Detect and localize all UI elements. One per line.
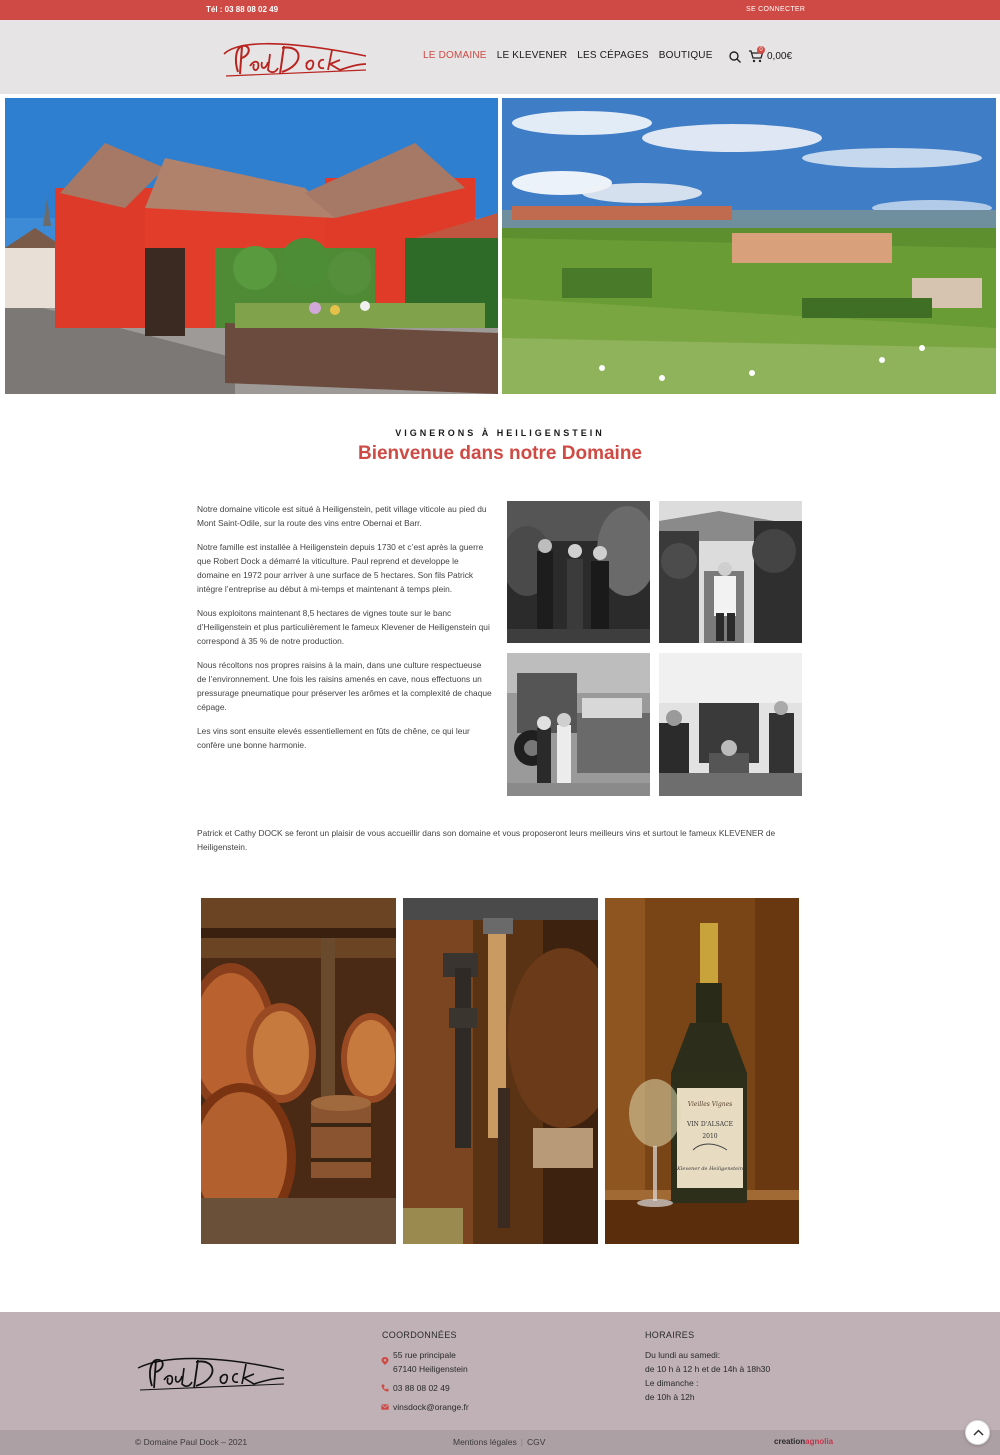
hours-line3: Le dimanche :: [645, 1378, 699, 1388]
hours-line4: de 10h à 12h: [645, 1392, 695, 1402]
bottle-label-year: 2010: [702, 1133, 718, 1140]
intro-paragraph-1: Notre domaine viticole est situé à Heiligenstein, petit village viticole au pied du Mont Saint-Odile, sur la route des vins entre Obernai et Barr.: [197, 504, 487, 528]
main-nav: [423, 50, 713, 61]
nav-le-domaine[interactable]: LE DOMAINE: [423, 50, 487, 61]
intro-text: [197, 502, 492, 762]
address-line2: 67140 Heiligenstein: [393, 1364, 468, 1374]
photo-tools: [403, 898, 598, 1244]
historic-tractor-image: [507, 653, 650, 796]
site-header: [0, 20, 1000, 94]
copyright: © Domaine Paul Dock – 2021: [135, 1437, 248, 1447]
hero-image-vineyards: [502, 98, 996, 394]
historic-photo-cellar: [507, 501, 650, 643]
hero-image-house: [5, 98, 498, 394]
address-line1: 55 rue principale: [393, 1350, 456, 1360]
top-phone[interactable]: Tél : 03 88 08 02 49: [206, 5, 279, 14]
cart-total[interactable]: 0,00€: [767, 51, 793, 62]
bottle-label-name: Klevener de Heiligenstein: [677, 1166, 743, 1172]
photo-barrels: [201, 898, 396, 1244]
intro-paragraph-2: Notre famille est installée à Heiligenstein depuis 1730 et c’est après la guerre que Robert Dock a démarré la viticulture. Paul reprend et developpe le domaine en 1972 pour arriver à une surface de 5 hectares. Son fils Patrick intègre l’entreprise au début à mi-temps et maintenant à temps plein.: [197, 542, 484, 594]
photo-wine-bottle: [605, 898, 799, 1244]
login-link[interactable]: SE CONNECTER: [746, 6, 806, 13]
chevron-up-icon: [966, 1421, 991, 1446]
top-bar: [0, 0, 1000, 20]
scroll-to-top-button[interactable]: [965, 1420, 990, 1445]
page-title: Bienvenue dans notre Domaine: [357, 443, 642, 464]
intro-paragraph-4: Nous récoltons nos propres raisins à la main, dans une culture respectueuse de l’environnement. Une fois les raisins amenés en cave, nous effectuons un pressurage pneumatique pour préserver les arômes et la complexité de chaque cépage.: [197, 660, 492, 712]
footer-phone[interactable]: 03 88 08 02 49: [393, 1383, 450, 1393]
phone-icon: [381, 1384, 389, 1392]
map-pin-icon: [381, 1357, 389, 1365]
hours-title: HORAIRES: [645, 1330, 695, 1340]
paul-dock-logo[interactable]: [216, 34, 368, 82]
site-footer: [0, 1312, 1000, 1430]
historic-vineyard-image: [659, 501, 802, 643]
bottom-bar: [0, 1430, 1000, 1455]
historic-photo-harvest: [659, 653, 802, 796]
nav-boutique[interactable]: BOUTIQUE: [658, 50, 713, 61]
credit-part-b: agnolia: [805, 1437, 834, 1446]
search-icon[interactable]: [728, 50, 742, 64]
barrels-image: [201, 898, 396, 1244]
historic-photo-vineyard: [659, 501, 802, 643]
intro-paragraph-5: Les vins sont ensuite elevés essentiellement en fûts de chêne, ce qui leur confère une bonne harmonie.: [197, 726, 470, 750]
intro-paragraph-3: Nous exploitons maintenant 8,5 hectares de vignes toute sur le banc d’Heiligenstein et plus particulièrement le fameux Klevener de Heiligenstein qui correspond à 35 % de notre production.: [197, 608, 490, 646]
agency-credit[interactable]: [774, 1437, 833, 1446]
hours-line2: de 10 h à 12 h et de 14h à 18h30: [645, 1364, 771, 1374]
bottle-label-line1: Vieilles Vignes: [687, 1101, 733, 1108]
coords-title: COORDONNÉES: [382, 1330, 457, 1340]
historic-cellar-image: [507, 501, 650, 643]
cart-count-badge: 0: [757, 46, 765, 54]
legal-links: [453, 1437, 545, 1447]
vineyard-photo: [502, 98, 996, 394]
nav-le-klevener[interactable]: LE KLEVENER: [496, 50, 568, 61]
legal-link[interactable]: Mentions légales: [453, 1437, 517, 1447]
historic-harvest-image: [659, 653, 802, 796]
nav-les-cepages[interactable]: LES CÉPAGES: [577, 50, 649, 61]
bottle-label-line2: VIN D'ALSACE: [686, 1121, 734, 1128]
credit-part-a: creation: [774, 1437, 806, 1446]
historic-photo-tractor: [507, 653, 650, 796]
cgv-link[interactable]: CGV: [527, 1437, 546, 1447]
link-separator: |: [520, 1437, 524, 1447]
footer-logo[interactable]: [132, 1348, 287, 1396]
welcome-text: Patrick et Cathy DOCK se feront un plaisir de vous accueillir dans son domaine et vous proposeront leurs meilleurs vins et surtout le fameux KLEVENER de Heiligenstein.: [197, 828, 776, 852]
section-kicker: VIGNERONS À HEILIGENSTEIN: [395, 428, 605, 438]
wine-bottle-image: [605, 898, 799, 1244]
footer-email[interactable]: vinsdock@orange.fr: [393, 1402, 469, 1412]
envelope-icon: [381, 1403, 389, 1411]
house-photo: [5, 98, 498, 394]
hours-line1: Du lundi au samedi:: [645, 1350, 721, 1360]
tools-image: [403, 898, 598, 1244]
